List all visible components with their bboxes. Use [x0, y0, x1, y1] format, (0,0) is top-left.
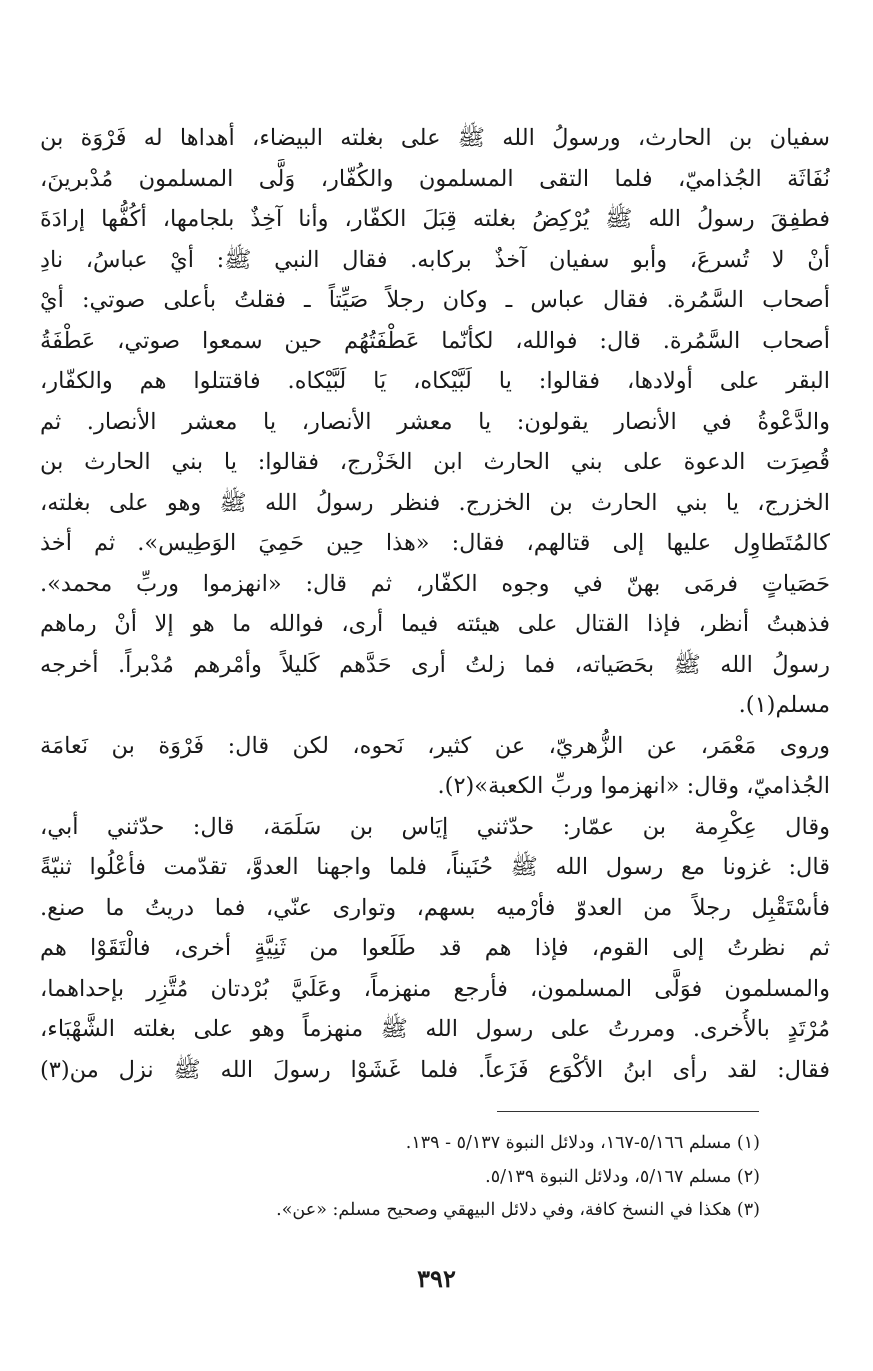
text-line: سفيان بن الحارث، ورسولُ الله ﷺ على بغلته البيضاء، أهداها له فَرْوَة بن [40, 125, 830, 151]
text-line: فأسْتَقْبِل رجلاً من العدوّ فأرْميه بسهم، وتوارى عنّي، فما دريتُ ما صنع. [40, 894, 830, 921]
text-line: كالمُتَطاوِل عليها إلى قتالهم، فقال: «هذا حِين حَمِيَ الوَطِيس». ثم أخذ [40, 530, 830, 556]
text-line: فطفِقَ رسولُ الله ﷺ يُرْكِضُ بغلته قِبَلَ الكفّار، وأنا آخِذٌ بلجامها، أكُفُّها إرادَةَ [40, 206, 830, 232]
text-line: ثم نظرتُ إلى القوم، فإذا هم قد طَلَعوا من ثَنِيَّةٍ أخرى، فالْتَقَوْا هم [40, 935, 830, 961]
text-line: مسلم(١). [738, 692, 830, 718]
text-line: قُصِرَت الدعوة على بني الحارث ابن الخَزْرج، فقالوا: يا بني الحارث بن [40, 449, 830, 475]
text-line: حَصَياتٍ فرمَى بهنّ في وجوه الكفّار، ثم قال: «انهزموا وربِّ محمد». [40, 570, 830, 597]
text-line: والمسلمون فوَلَّى المسلمون، فأرجع منهزماً، وعَلَيَّ بُرْدتان مُتَّزِر بإحداهما، [40, 975, 830, 1002]
text-line: فذهبتُ أنظر، فإذا القتال على هيئته فيما أرى، فوالله ما هو إلا أنْ رماهم [40, 611, 830, 637]
text-line: الخزرج، يا بني الحارث بن الخزرج. فنظر رسولُ الله ﷺ وهو على بغلته، [40, 489, 830, 516]
footnote: (٢) مسلم ٥/١٦٧، ودلائل النبوة ٥/١٣٩. [485, 1166, 760, 1187]
text-line: أصحاب السَّمُرة. قال: فوالله، لكأنّما عَطْفَتُهُم حين سمعوا صوتي، عَطْفَةُ [40, 327, 830, 354]
text-line: البقر على أولادها، فقالوا: يا لَبَّيْكاه، يَا لَبَّيْكاه. فاقتتلوا هم والكفّار، [40, 368, 830, 394]
text-line: نُفَاثَة الجُذاميّ، فلما التقى المسلمون والكُفّار، وَلَّى المسلمون مُدْبرينَ، [40, 165, 830, 192]
text-line: قال: غزونا مع رسول الله ﷺ حُنَيناً، فلما واجهنا العدوَّ، تقدّمت فأعْلُوا ثنيّةً [40, 854, 830, 880]
text-line: أنْ لا تُسرعَ، وأبو سفيان آخذٌ بركابه. فقال النبي ﷺ: أيْ عباسُ، نادِ [40, 246, 830, 273]
footnote: (٣) هكذا في النسخ كافة، وفي دلائل البيهقي وصحيح مسلم: «عن». [276, 1200, 760, 1220]
text-line: وقال عِكْرِمة بن عمّار: حدّثني إيَاس بن سَلَمَة، قال: حدّثني أبي، [40, 813, 830, 840]
text-line: أصحاب السَّمُرة. فقال عباس ـ وكان رجلاً صَيِّتاً ـ فقلتُ بأعلى صوتي: أيْ [40, 287, 830, 313]
text-line: مُرْتَدٍ بالأُخرى. ومررتُ على رسول الله ﷺ منهزماً وهو على بغلته الشَّهْبَاء، [40, 1016, 830, 1042]
text-line: والدَّعْوةُ في الأنصار يقولون: يا معشر الأنصار، يا معشر الأنصار. ثم [40, 408, 830, 435]
footnotes-block [60, 1127, 760, 1228]
page-number: ٣٩٢ [417, 1264, 456, 1293]
text-line: وروى مَعْمَر، عن الزُّهريّ، عن كثير، نَحوه، لكن قال: فَرْوَة بن نَعامَة [40, 732, 830, 759]
text-line: رسولُ الله ﷺ بحَصَياته، فما زلتُ أرى حَدَّهم كَليلاً وأمْرهم مُدْبراً. أخرجه [40, 651, 830, 678]
text-line: فقال: لقد رأى ابنُ الأكْوَع فَزَعاً. فلما غَشَوْا رسولَ الله ﷺ نزل من(٣) [40, 1056, 830, 1083]
text-line: الجُذاميّ، وقال: «انهزموا وربِّ الكعبة»(٢). [437, 773, 830, 799]
main-text-block [40, 118, 830, 1090]
footnote: (١) مسلم ٥/١٦٦-١٦٧، ودلائل النبوة ٥/١٣٧ - ١٣٩. [405, 1133, 760, 1153]
footnote-separator [497, 1111, 759, 1112]
